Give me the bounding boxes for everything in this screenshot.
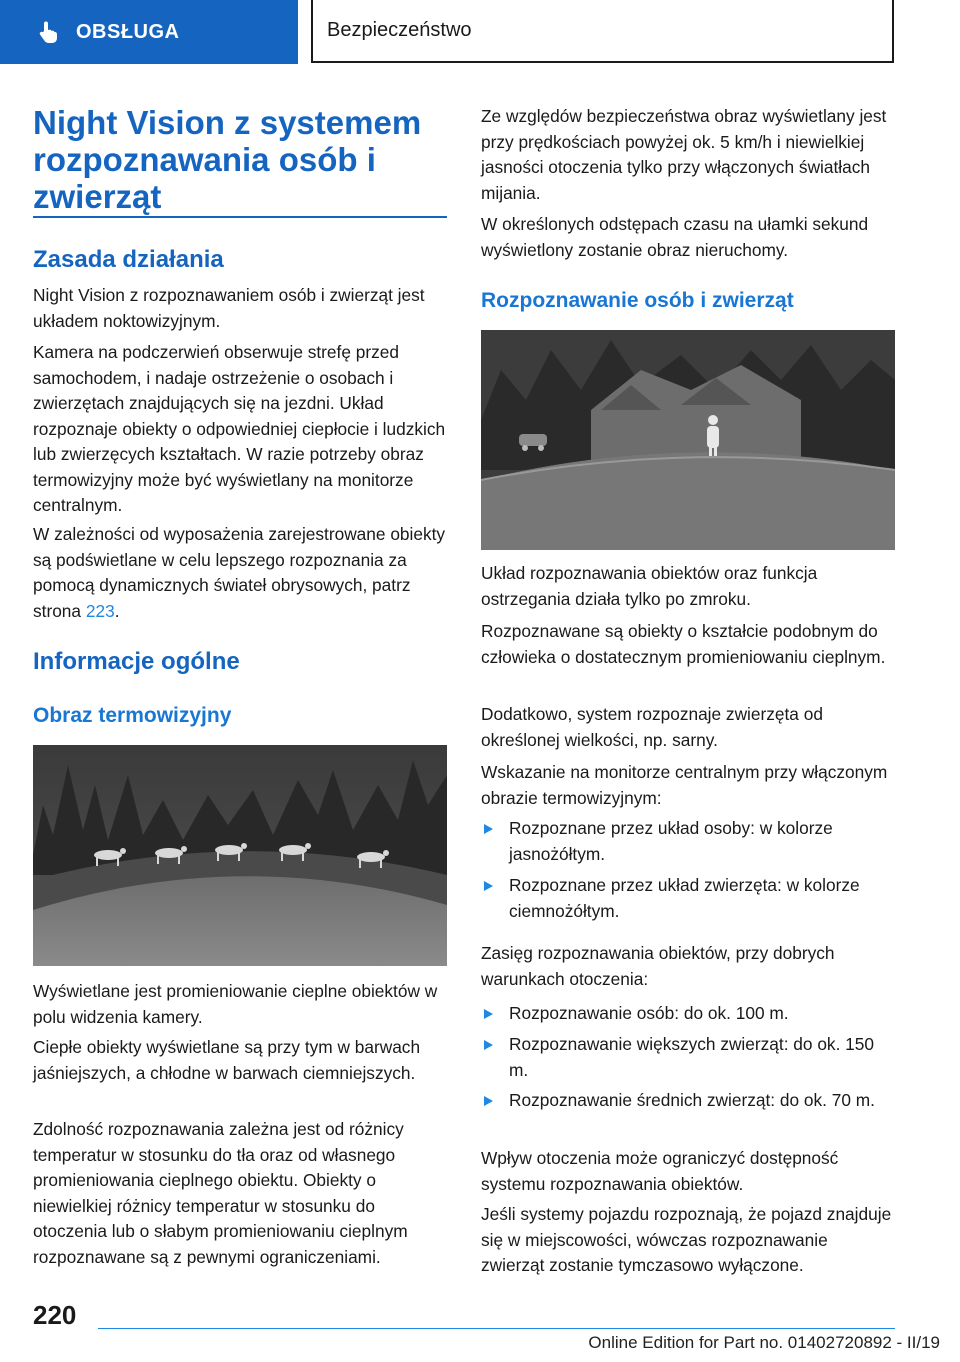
- triangle-bullet-icon: [484, 1096, 493, 1106]
- list-item: Rozpoznane przez układ zwierzęta: w kolorze ciemnożółtym.: [481, 873, 895, 924]
- hand-pointer-icon: [36, 19, 62, 45]
- page-number: 220: [33, 1300, 77, 1330]
- paragraph: [33, 522, 447, 624]
- section-label: OBSŁUGA: [76, 20, 180, 43]
- paragraph: Dodatkowo, system rozpoznaje zwierzęta od określonej wielkości, np. sarny.: [481, 704, 823, 750]
- list-item: Rozpoznawanie osób: do ok. 100 m.: [481, 1001, 895, 1027]
- page-title: Night Vision z systemem rozpoznawania osób i zwierząt: [33, 104, 422, 215]
- paragraph: Wskazanie na monitorze centralnym przy włączonym obrazie termowizyjnym:: [481, 762, 888, 808]
- heading-thermal: Obraz termowizyjny: [33, 704, 232, 727]
- footer-rule: [98, 1328, 895, 1329]
- section-tab[interactable]: [0, 0, 298, 64]
- heading-general: Informacje ogólne: [33, 648, 240, 675]
- paragraph: Jeśli systemy pojazdu rozpoznają, że pojazd znajduje się w miejscowości, wówczas rozpoznawanie zwierząt zostanie tymczasowo wyłączone.: [481, 1204, 892, 1275]
- paragraph: Rozpoznawane są obiekty o kształcie podobnym do człowieka o dostatecznym promieniowaniu cieplnym.: [481, 621, 886, 667]
- thermal-image-pedestrian: [481, 330, 895, 550]
- heading-detection: Rozpoznawanie osób i zwierząt: [481, 289, 794, 312]
- paragraph: Zdolność rozpoznawania zależna jest od różnicy temperatur w stosunku do tła oraz od własnego promieniowania cieplnego obiektu. Obiekty o niewielkiej różnicy temperatur w stosunku do otoczenia lub o słabym promieniowaniu cieplnym rozpoznawane są z pewnymi ograniczeniami.: [33, 1119, 408, 1267]
- thermal-image-animals: [33, 745, 447, 966]
- title-rule: [33, 216, 447, 218]
- triangle-bullet-icon: [484, 1040, 493, 1050]
- triangle-bullet-icon: [484, 824, 493, 834]
- paragraph: Night Vision z rozpoznawaniem osób i zwierząt jest układem noktowizyjnym.: [33, 285, 425, 331]
- paragraph: Ciepłe obiekty wyświetlane są przy tym w barwach jaśniejszych, a chłodne w barwach ciemniejszych.: [33, 1037, 421, 1083]
- footer-edition: Online Edition for Part no. 01402720892 - II/19: [588, 1333, 940, 1352]
- page-link[interactable]: 223: [85, 600, 115, 621]
- paragraph-text: .: [114, 600, 120, 621]
- list-item: Rozpoznawanie średnich zwierząt: do ok. 70 m.: [481, 1088, 895, 1114]
- paragraph: W określonych odstępach czasu na ułamki sekund wyświetlony zostanie obraz nieruchomy.: [481, 214, 869, 260]
- paragraph: Wyświetlane jest promieniowanie cieplne obiektów w polu widzenia kamery.: [33, 981, 438, 1027]
- paragraph: Układ rozpoznawania obiektów oraz funkcja ostrzegania działa tylko po zmroku.: [481, 563, 818, 609]
- list-item: Rozpoznane przez układ osoby: w kolorze jasnożółtym.: [481, 816, 895, 867]
- list-item: Rozpoznawanie większych zwierząt: do ok. 150 m.: [481, 1032, 895, 1083]
- paragraph: Ze względów bezpieczeństwa obraz wyświetlany jest przy prędkościach powyżej ok. 5 km/h i niewielkiej jasności otoczenia tylko przy włączonych światłach mijania.: [481, 106, 887, 203]
- chapter-label: Bezpieczeństwo: [327, 19, 472, 41]
- paragraph: Wpływ otoczenia może ograniczyć dostępność systemu rozpoznawania obiektów.: [481, 1148, 839, 1194]
- triangle-bullet-icon: [484, 881, 493, 891]
- paragraph: Kamera na podczerwień obserwuje strefę przed samochodem, i nadaje ostrzeżenie o osobach i zwierzętach znajdujących się na jezdni. Układ rozpoznaje obiekty o odpowiedniej ciepłocie i ludzkich lub zwierzęcych kształtach. W razie potrzeby obraz termowizyjny może być wyświetlany na monitorze centralnym.: [33, 342, 446, 515]
- paragraph-text: W zależności od wyposażenia zarejestrowane obiekty są podświetlane w celu lepszego rozpoznania za pomocą dynamicznych świateł obrysowych, patrz strona: [33, 524, 446, 621]
- triangle-bullet-icon: [484, 1009, 493, 1019]
- heading-principle: Zasada działania: [33, 246, 224, 273]
- chapter-header: [311, 0, 894, 63]
- paragraph: Zasięg rozpoznawania obiektów, przy dobrych warunkach otoczenia:: [481, 943, 835, 989]
